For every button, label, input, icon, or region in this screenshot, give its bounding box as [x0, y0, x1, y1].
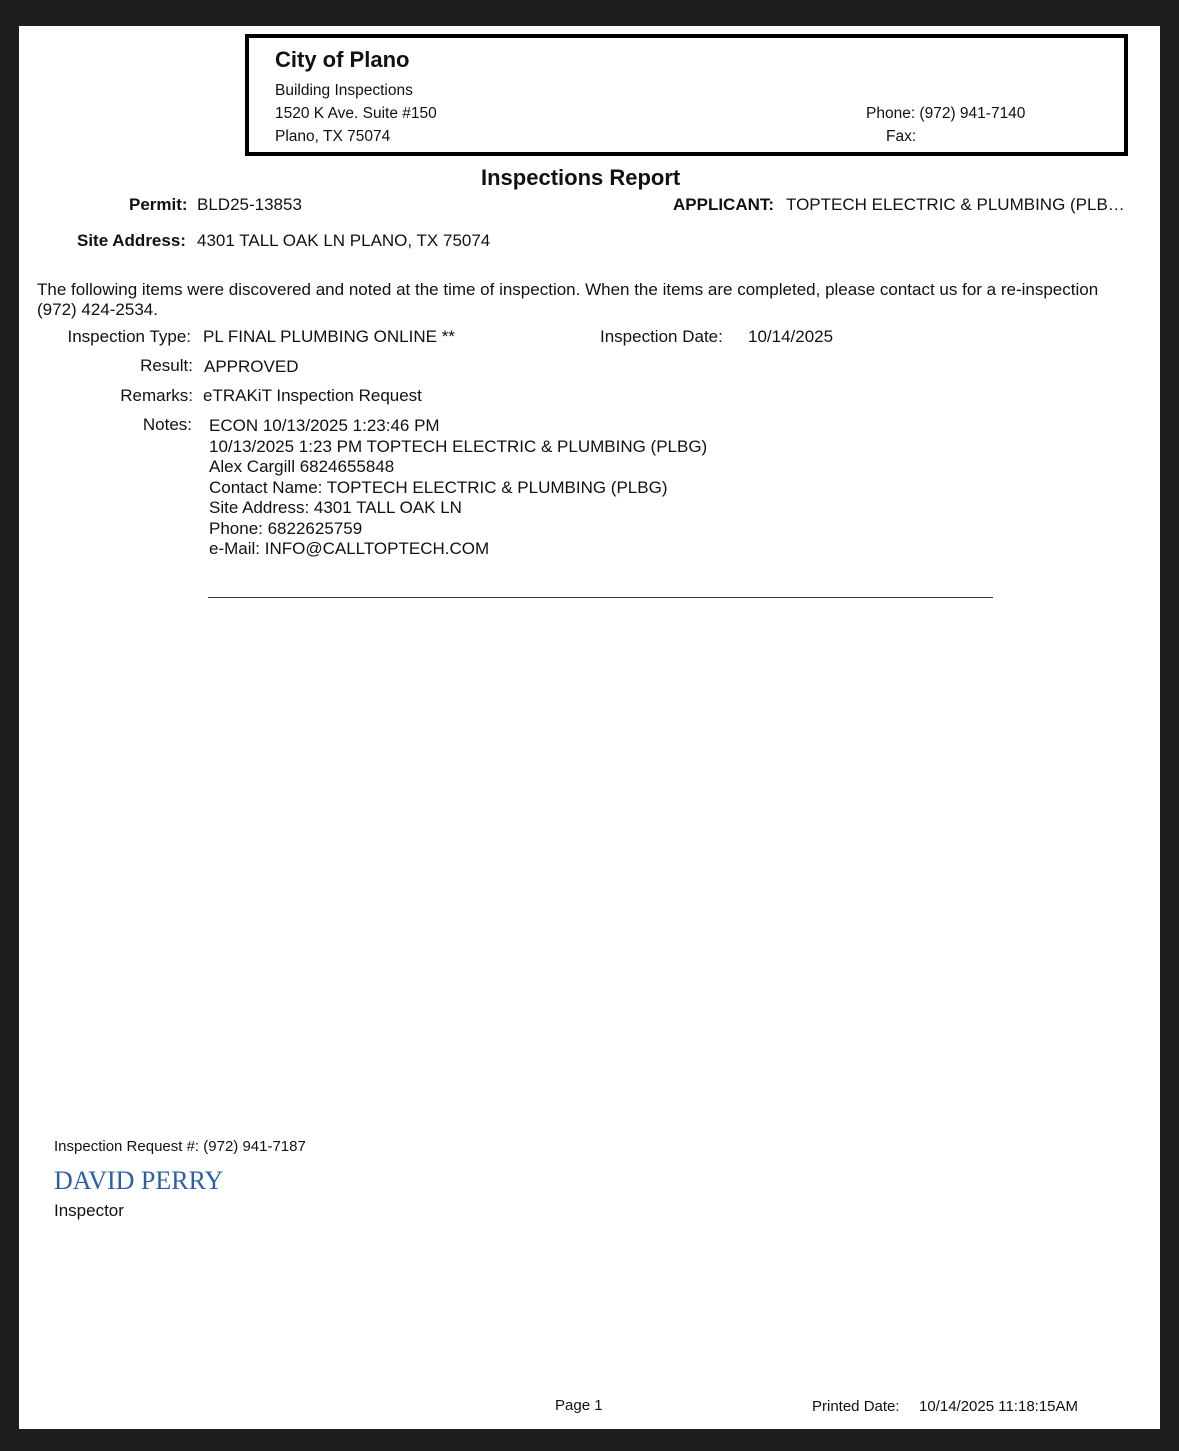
page-number: Page 1 [555, 1397, 603, 1414]
office-fax: Fax: [886, 128, 917, 145]
permit-label: Permit: [129, 195, 188, 214]
office-phone: Phone: (972) 941-7140 [866, 105, 1026, 122]
inspection-request-line: Inspection Request #: (972) 941-7187 [54, 1138, 306, 1155]
inspection-type-value: PL FINAL PLUMBING ONLINE ** [203, 327, 455, 346]
printed-date-label: Printed Date: [812, 1398, 900, 1415]
notes-line: 10/13/2025 1:23 PM TOPTECH ELECTRIC & PLUMBING (PLBG) [209, 436, 708, 456]
address-line-1: 1520 K Ave. Suite #150 [275, 105, 437, 122]
notes-line: Contact Name: TOPTECH ELECTRIC & PLUMBING (PLBG) [209, 477, 668, 497]
site-address-value: 4301 TALL OAK LN PLANO, TX 75074 [197, 231, 491, 250]
notes-line: Phone: 6822625759 [209, 518, 363, 538]
result-value: APPROVED [204, 357, 299, 376]
notes-label: Notes: [142, 415, 192, 434]
department: Building Inspections [275, 82, 413, 99]
intro-paragraph: The following items were discovered and noted at the time of inspection. When the items are completed, please contact us for a re-inspection (972) 424-2534. [37, 280, 1099, 319]
applicant-label: APPLICANT: [673, 195, 775, 214]
remarks-value: eTRAKiT Inspection Request [203, 386, 422, 405]
notes-divider [208, 597, 993, 598]
inspection-type-label: Inspection Type: [67, 327, 191, 346]
report-title: Inspections Report [481, 165, 681, 190]
org-name: City of Plano [275, 47, 410, 72]
inspector-signature: DAVID PERRY [54, 1166, 224, 1195]
notes-line: Site Address: 4301 TALL OAK LN [209, 498, 462, 517]
applicant-value: TOPTECH ELECTRIC & PLUMBING (PLB… [786, 195, 1125, 214]
remarks-label: Remarks: [120, 386, 193, 405]
notes-block [209, 416, 707, 560]
inspection-date-value: 10/14/2025 [748, 327, 834, 346]
site-address-label: Site Address: [77, 231, 186, 250]
inspection-date-label: Inspection Date: [600, 327, 723, 346]
address-line-2: Plano, TX 75074 [275, 128, 391, 145]
notes-line: Alex Cargill 6824655848 [209, 457, 395, 476]
notes-line: e-Mail: INFO@CALLTOPTECH.COM [209, 539, 490, 558]
printed-date-value: 10/14/2025 11:18:15AM [919, 1398, 1079, 1415]
permit-value: BLD25-13853 [197, 195, 302, 214]
report-page [19, 26, 1160, 1429]
result-label: Result: [140, 356, 193, 375]
notes-line: ECON 10/13/2025 1:23:46 PM [209, 416, 440, 435]
inspector-title: Inspector [54, 1201, 124, 1220]
letterhead-box [245, 34, 1128, 156]
